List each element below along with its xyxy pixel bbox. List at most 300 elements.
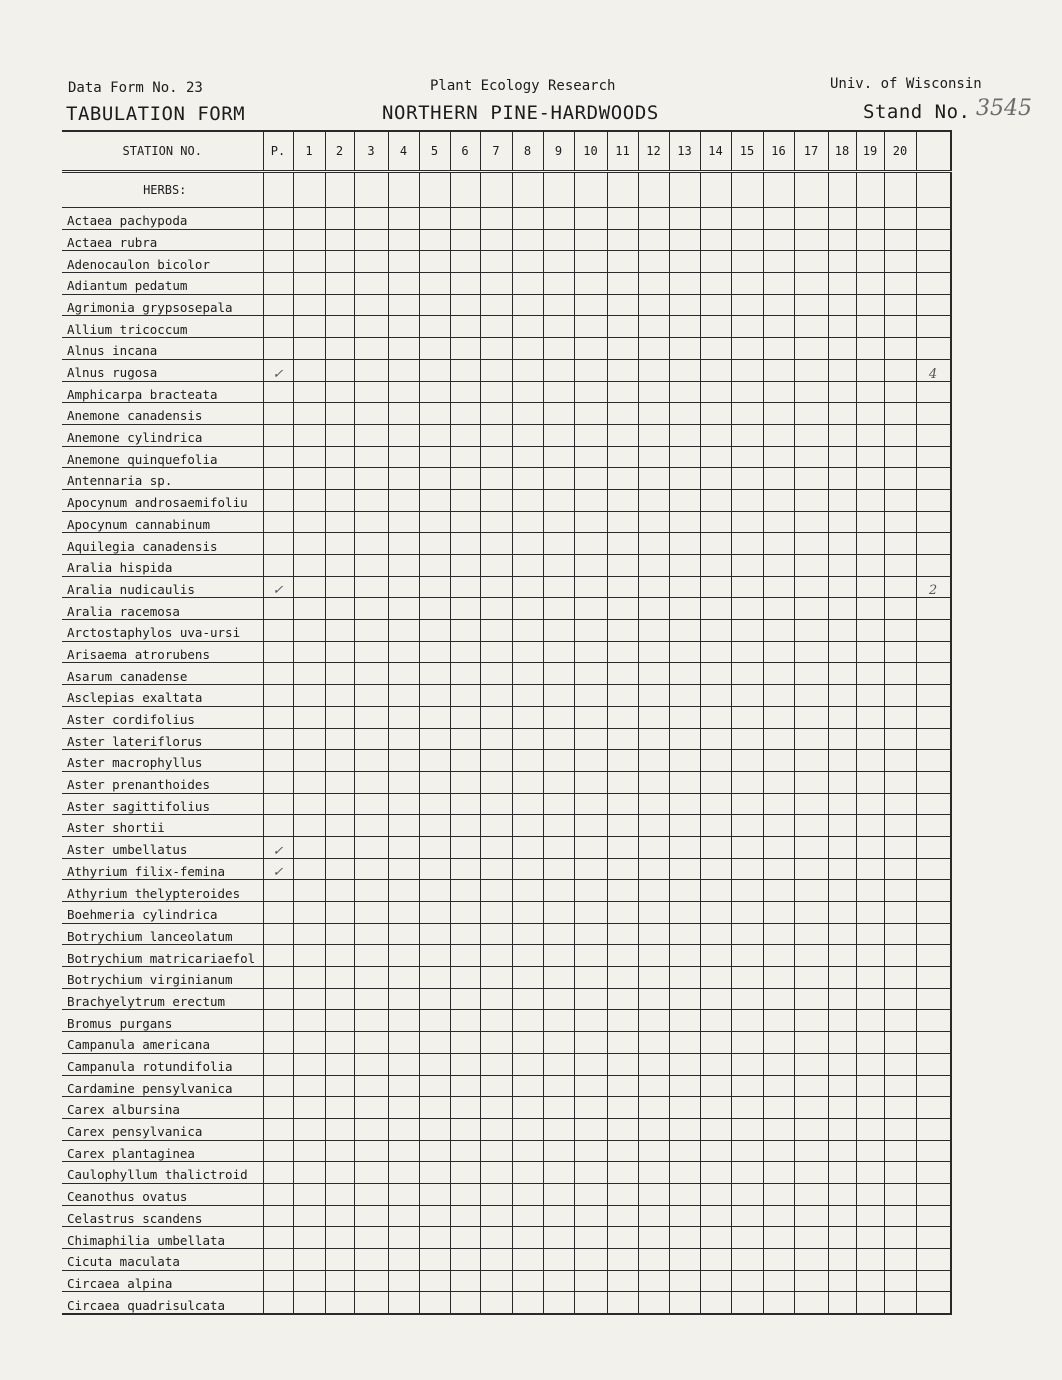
tally-cell	[512, 620, 543, 642]
tally-cell	[638, 923, 669, 945]
tally-cell	[419, 533, 450, 555]
species-row	[62, 1118, 951, 1140]
tally-cell	[480, 815, 512, 837]
tally-cell	[638, 1205, 669, 1227]
tally-cell	[543, 620, 574, 642]
tally-cell	[828, 1032, 856, 1054]
tally-cell	[388, 229, 419, 251]
tally-cell	[794, 555, 828, 577]
tally-cell	[293, 923, 325, 945]
tally-cell	[480, 902, 512, 924]
tally-cell	[543, 359, 574, 381]
tally-cell	[950, 229, 951, 251]
presence-mark	[263, 229, 293, 251]
tally-cell	[700, 815, 731, 837]
species-name: Aster lateriflorus	[62, 728, 263, 750]
tally-cell	[794, 533, 828, 555]
tally-cell	[950, 511, 951, 533]
tally-cell	[480, 1118, 512, 1140]
tally-cell	[638, 728, 669, 750]
tally-cell	[607, 1205, 638, 1227]
tally-cell	[574, 620, 607, 642]
species-name: Aster cordifolius	[62, 706, 263, 728]
tally-cell	[512, 555, 543, 577]
tally-cell	[763, 641, 794, 663]
tally-cell	[638, 359, 669, 381]
tally-cell	[574, 1270, 607, 1292]
tally-cell	[354, 172, 388, 208]
tally-cell	[480, 1162, 512, 1184]
tally-cell	[669, 1292, 700, 1314]
tally-cell	[480, 923, 512, 945]
tally-cell	[828, 1097, 856, 1119]
tally-cell	[884, 1183, 916, 1205]
tally-cell	[856, 1292, 884, 1314]
tally-cell	[669, 424, 700, 446]
tally-cell	[607, 988, 638, 1010]
tally-cell	[325, 685, 354, 707]
tally-cell	[293, 1097, 325, 1119]
tally-cell	[856, 1270, 884, 1292]
species-row	[62, 403, 951, 425]
tally-cell	[480, 229, 512, 251]
tally-cell	[950, 663, 951, 685]
tally-cell	[388, 468, 419, 490]
tally-cell	[763, 424, 794, 446]
tally-cell	[512, 728, 543, 750]
station-column-header: 8	[512, 131, 543, 172]
tally-cell	[574, 945, 607, 967]
tally-cell	[607, 359, 638, 381]
tally-cell	[763, 229, 794, 251]
tally-cell	[669, 1227, 700, 1249]
tally-cell	[607, 967, 638, 989]
tally-cell	[450, 793, 480, 815]
tally-cell	[794, 1249, 828, 1271]
tally-cell	[419, 468, 450, 490]
tally-cell	[293, 294, 325, 316]
tally-cell	[325, 836, 354, 858]
tally-cell	[354, 424, 388, 446]
tally-cell	[856, 1227, 884, 1249]
tally-cell	[450, 381, 480, 403]
tally-cell	[884, 533, 916, 555]
tally-cell	[325, 880, 354, 902]
tally-cell	[884, 967, 916, 989]
tally-cell	[354, 923, 388, 945]
tally-cell	[388, 381, 419, 403]
station-column-header: 4	[388, 131, 419, 172]
tally-cell	[325, 1205, 354, 1227]
handwritten-count	[916, 641, 950, 663]
species-name: Aralia racemosa	[62, 598, 263, 620]
tally-cell	[794, 172, 828, 208]
tally-cell	[480, 1075, 512, 1097]
station-no-label: STATION NO.	[62, 131, 263, 172]
tally-cell	[731, 620, 763, 642]
tally-cell	[828, 381, 856, 403]
tally-cell	[763, 728, 794, 750]
tally-cell	[763, 251, 794, 273]
tally-cell	[293, 338, 325, 360]
tally-cell	[450, 1053, 480, 1075]
tally-cell	[543, 1270, 574, 1292]
tally-cell	[419, 1292, 450, 1314]
tally-cell	[574, 880, 607, 902]
tally-cell	[354, 1227, 388, 1249]
tally-cell	[856, 945, 884, 967]
tally-cell	[700, 468, 731, 490]
tally-cell	[388, 663, 419, 685]
tally-cell	[574, 1249, 607, 1271]
species-row	[62, 663, 951, 685]
tally-cell	[512, 403, 543, 425]
tally-cell	[700, 1140, 731, 1162]
tally-cell	[450, 208, 480, 230]
tally-cell	[884, 902, 916, 924]
tally-cell	[512, 489, 543, 511]
tally-cell	[828, 902, 856, 924]
tally-cell	[512, 793, 543, 815]
station-column-header: 15	[731, 131, 763, 172]
tally-cell	[669, 489, 700, 511]
tally-cell	[419, 685, 450, 707]
tally-cell	[512, 1032, 543, 1054]
tally-cell	[325, 771, 354, 793]
tally-cell	[856, 685, 884, 707]
tally-cell	[354, 858, 388, 880]
tally-cell	[354, 359, 388, 381]
tally-cell	[480, 750, 512, 772]
station-column-header: 12	[638, 131, 669, 172]
tally-cell	[794, 1010, 828, 1032]
tally-cell	[480, 598, 512, 620]
tally-cell	[884, 424, 916, 446]
presence-mark	[263, 815, 293, 837]
tally-cell	[884, 641, 916, 663]
tally-cell	[325, 576, 354, 598]
tally-cell	[794, 1118, 828, 1140]
tally-cell	[512, 771, 543, 793]
tally-cell	[950, 172, 951, 208]
tally-cell	[543, 641, 574, 663]
tally-cell	[950, 815, 951, 837]
tally-cell	[950, 1183, 951, 1205]
tally-cell	[480, 294, 512, 316]
tally-cell	[763, 294, 794, 316]
tally-cell	[763, 1140, 794, 1162]
presence-mark: ✓	[263, 858, 293, 880]
presence-mark	[263, 273, 293, 295]
station-column-header: 5	[419, 131, 450, 172]
tally-cell	[794, 251, 828, 273]
tally-cell	[884, 511, 916, 533]
tally-cell	[293, 1205, 325, 1227]
tally-cell	[731, 172, 763, 208]
tally-cell	[884, 489, 916, 511]
tally-cell	[884, 1227, 916, 1249]
tally-cell	[512, 1183, 543, 1205]
tally-cell	[731, 1205, 763, 1227]
tally-cell	[450, 1292, 480, 1314]
tally-cell	[419, 316, 450, 338]
tally-cell	[325, 1162, 354, 1184]
tally-cell	[669, 1205, 700, 1227]
species-row	[62, 880, 951, 902]
tally-cell	[293, 1162, 325, 1184]
tally-cell	[669, 728, 700, 750]
tally-cell	[543, 706, 574, 728]
tally-cell	[828, 1075, 856, 1097]
tally-cell	[480, 858, 512, 880]
tally-cell	[856, 858, 884, 880]
station-column-header: P.	[263, 131, 293, 172]
tally-cell	[828, 489, 856, 511]
tally-cell	[950, 489, 951, 511]
tally-cell	[388, 1292, 419, 1314]
presence-mark	[263, 1292, 293, 1314]
tally-cell	[388, 576, 419, 598]
tally-cell	[574, 685, 607, 707]
tally-cell	[419, 1249, 450, 1271]
tally-cell	[763, 533, 794, 555]
tally-cell	[669, 555, 700, 577]
tally-cell	[293, 489, 325, 511]
species-row	[62, 316, 951, 338]
tally-cell	[354, 1097, 388, 1119]
tally-cell	[856, 381, 884, 403]
tally-cell	[450, 468, 480, 490]
tally-cell	[638, 598, 669, 620]
tally-cell	[543, 1183, 574, 1205]
tally-cell	[388, 1053, 419, 1075]
tally-cell	[828, 771, 856, 793]
tally-cell	[607, 446, 638, 468]
tally-cell	[669, 294, 700, 316]
station-column-header: 7	[480, 131, 512, 172]
tally-cell	[325, 555, 354, 577]
tally-cell	[794, 880, 828, 902]
tally-cell	[293, 620, 325, 642]
tally-cell	[828, 1053, 856, 1075]
tally-cell	[763, 1183, 794, 1205]
tally-cell	[669, 1010, 700, 1032]
station-column-header: 13	[669, 131, 700, 172]
tally-cell	[794, 1270, 828, 1292]
tally-cell	[763, 1010, 794, 1032]
tally-cell	[794, 446, 828, 468]
species-name: Chimaphilia umbellata	[62, 1227, 263, 1249]
tally-cell	[856, 1010, 884, 1032]
tally-cell	[763, 208, 794, 230]
tally-cell	[700, 1227, 731, 1249]
tally-cell	[450, 403, 480, 425]
tally-cell	[388, 750, 419, 772]
tally-cell	[856, 208, 884, 230]
tally-cell	[638, 1075, 669, 1097]
tally-cell	[669, 273, 700, 295]
tally-cell	[574, 663, 607, 685]
tally-cell	[856, 446, 884, 468]
tally-cell	[512, 1118, 543, 1140]
tally-cell	[700, 685, 731, 707]
tally-cell	[607, 1010, 638, 1032]
tally-cell	[828, 1162, 856, 1184]
tally-cell	[950, 1032, 951, 1054]
tally-cell	[731, 902, 763, 924]
presence-mark: ✓	[263, 359, 293, 381]
species-row	[62, 923, 951, 945]
handwritten-count	[916, 403, 950, 425]
tally-cell	[607, 858, 638, 880]
tally-cell	[325, 381, 354, 403]
tally-cell	[731, 424, 763, 446]
tally-cell	[763, 316, 794, 338]
tally-cell	[543, 468, 574, 490]
station-column-header: 16	[763, 131, 794, 172]
tally-cell	[388, 1075, 419, 1097]
tally-cell	[638, 511, 669, 533]
tally-cell	[419, 294, 450, 316]
tally-cell	[325, 359, 354, 381]
presence-mark	[263, 1010, 293, 1032]
handwritten-count	[916, 338, 950, 360]
tally-cell	[700, 1118, 731, 1140]
tally-cell	[354, 1270, 388, 1292]
tally-cell	[731, 880, 763, 902]
tally-cell	[884, 1270, 916, 1292]
handwritten-count	[916, 1118, 950, 1140]
tally-cell	[354, 1292, 388, 1314]
tally-cell	[669, 1270, 700, 1292]
tally-cell	[607, 750, 638, 772]
tally-cell	[388, 1162, 419, 1184]
tally-cell	[638, 316, 669, 338]
tally-cell	[763, 967, 794, 989]
tabulation-table	[62, 130, 952, 1315]
tally-cell	[419, 967, 450, 989]
tally-cell	[543, 1010, 574, 1032]
tally-cell	[419, 706, 450, 728]
tally-cell	[794, 1053, 828, 1075]
tally-cell	[293, 1053, 325, 1075]
tally-cell	[293, 771, 325, 793]
tally-cell	[794, 468, 828, 490]
species-row	[62, 511, 951, 533]
presence-mark	[263, 468, 293, 490]
species-row	[62, 902, 951, 924]
tally-cell	[388, 1118, 419, 1140]
handwritten-count	[916, 1097, 950, 1119]
tally-cell	[388, 620, 419, 642]
handwritten-count	[916, 1292, 950, 1314]
tally-cell	[884, 446, 916, 468]
tally-cell	[388, 771, 419, 793]
handwritten-count	[916, 511, 950, 533]
tally-cell	[856, 359, 884, 381]
tally-cell	[763, 1053, 794, 1075]
tally-cell	[354, 706, 388, 728]
tally-cell	[638, 1292, 669, 1314]
tally-cell	[419, 1075, 450, 1097]
tally-cell	[388, 1010, 419, 1032]
tally-cell	[293, 533, 325, 555]
tally-cell	[700, 728, 731, 750]
tally-cell	[669, 663, 700, 685]
tally-cell	[669, 1032, 700, 1054]
tally-cell	[763, 858, 794, 880]
tally-cell	[512, 468, 543, 490]
tally-cell	[574, 967, 607, 989]
species-row	[62, 1292, 951, 1314]
tally-cell	[480, 403, 512, 425]
tally-cell	[607, 489, 638, 511]
species-row	[62, 1140, 951, 1162]
species-row	[62, 1227, 951, 1249]
species-name: Aralia nudicaulis	[62, 576, 263, 598]
tally-cell	[293, 641, 325, 663]
tally-cell	[293, 468, 325, 490]
tally-cell	[512, 967, 543, 989]
tally-cell	[794, 685, 828, 707]
tally-cell	[638, 403, 669, 425]
tally-cell	[419, 1183, 450, 1205]
tally-cell	[419, 880, 450, 902]
tally-cell	[450, 880, 480, 902]
tally-cell	[574, 468, 607, 490]
tally-cell	[828, 468, 856, 490]
tally-cell	[669, 1183, 700, 1205]
presence-mark	[263, 208, 293, 230]
species-name: Caulophyllum thalictroid	[62, 1162, 263, 1184]
tally-cell	[543, 1162, 574, 1184]
species-name: Carex plantaginea	[62, 1140, 263, 1162]
tally-cell	[794, 793, 828, 815]
tally-cell	[354, 533, 388, 555]
species-name: Adenocaulon bicolor	[62, 251, 263, 273]
tally-cell	[731, 338, 763, 360]
tally-cell	[763, 1075, 794, 1097]
tally-cell	[950, 1053, 951, 1075]
tally-cell	[884, 1292, 916, 1314]
tally-cell	[669, 1249, 700, 1271]
tally-cell	[512, 338, 543, 360]
tally-cell	[700, 988, 731, 1010]
tally-cell	[325, 251, 354, 273]
tally-cell	[607, 685, 638, 707]
tally-cell	[354, 576, 388, 598]
tally-cell	[512, 1205, 543, 1227]
tally-cell	[763, 489, 794, 511]
tally-cell	[388, 1227, 419, 1249]
tally-cell	[638, 1097, 669, 1119]
tally-cell	[325, 294, 354, 316]
tally-cell	[325, 858, 354, 880]
tally-cell	[828, 359, 856, 381]
tally-cell	[293, 945, 325, 967]
tally-cell	[354, 771, 388, 793]
tally-cell	[669, 793, 700, 815]
tally-cell	[856, 1097, 884, 1119]
tally-cell	[794, 988, 828, 1010]
tally-cell	[388, 1205, 419, 1227]
tally-cell	[325, 1010, 354, 1032]
species-row	[62, 1075, 951, 1097]
tally-cell	[419, 1205, 450, 1227]
tally-cell	[354, 511, 388, 533]
species-name: Carex albursina	[62, 1097, 263, 1119]
tally-cell	[354, 836, 388, 858]
